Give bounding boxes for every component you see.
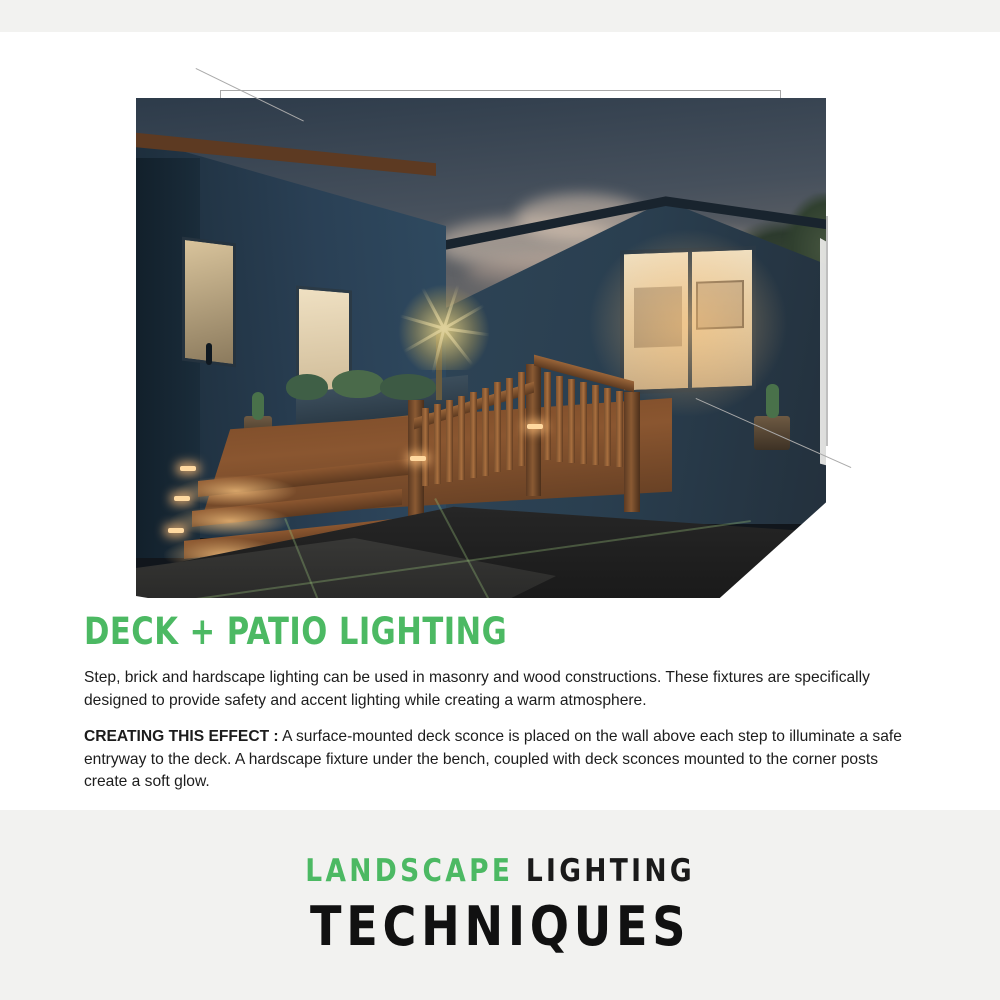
deck-sconce-fixture <box>168 528 184 533</box>
interior-furniture <box>634 286 682 348</box>
door-mullion <box>688 252 692 388</box>
post-mounted-sconce <box>410 456 426 461</box>
railing-baluster <box>482 388 489 476</box>
railing-baluster <box>568 379 575 463</box>
railing-baluster <box>470 392 477 478</box>
railing-baluster <box>556 376 563 462</box>
railing-baluster <box>592 385 599 465</box>
railing-baluster <box>458 396 465 480</box>
deck-sconce-fixture <box>174 496 190 501</box>
door-handle <box>206 343 212 365</box>
railing-baluster <box>544 372 551 460</box>
content-card <box>0 32 1000 810</box>
railing-baluster <box>518 372 525 466</box>
deck-sconce-fixture <box>180 466 196 471</box>
footer-word-landscape: LANDSCAPE <box>305 852 514 889</box>
cactus-left <box>252 392 264 420</box>
shrub <box>286 374 328 400</box>
description-paragraph: Step, brick and hardscape lighting can be used in masonry and wood constructions. These fixtures are specifically designed to provide safety and accent lighting while creating a warm atmosphere. <box>84 669 870 709</box>
step-light-glow <box>176 476 296 506</box>
interior-artwork <box>696 280 744 330</box>
guide-line-top <box>220 90 780 91</box>
cactus-right <box>766 384 779 418</box>
railing-baluster <box>434 404 441 484</box>
footer-title-line-1 <box>305 853 695 889</box>
footer-branding <box>0 810 1000 1000</box>
railing-baluster <box>422 408 429 486</box>
post-mounted-sconce <box>527 424 543 429</box>
railing-baluster <box>616 391 623 467</box>
text-block <box>84 610 916 808</box>
step-light-glow <box>170 506 290 536</box>
illustration-rendering <box>136 68 866 598</box>
creating-effect-text: A surface-mounted deck sconce is placed on the wall above each step to illuminate a safe entryway to the deck. A hardscape fixture under the bench, coupled with deck sconces mounted to the corner posts create a soft glow. <box>84 728 902 791</box>
railing-baluster <box>494 382 501 472</box>
outline-stroke <box>826 216 828 446</box>
creating-effect-paragraph <box>84 726 912 794</box>
railing-baluster <box>604 388 611 466</box>
footer-word-techniques: TECHNIQUES <box>309 894 691 958</box>
deck-railing <box>408 346 652 536</box>
footer-word-lighting: LIGHTING <box>525 852 695 889</box>
railing-corner-post <box>624 392 640 512</box>
page-title: DECK + PATIO LIGHTING <box>84 610 508 653</box>
render-canvas <box>136 98 826 598</box>
creating-effect-label: CREATING THIS EFFECT : <box>84 728 279 746</box>
railing-baluster <box>580 382 587 464</box>
railing-baluster <box>506 378 513 470</box>
shrub <box>332 370 384 398</box>
railing-baluster <box>446 400 453 482</box>
